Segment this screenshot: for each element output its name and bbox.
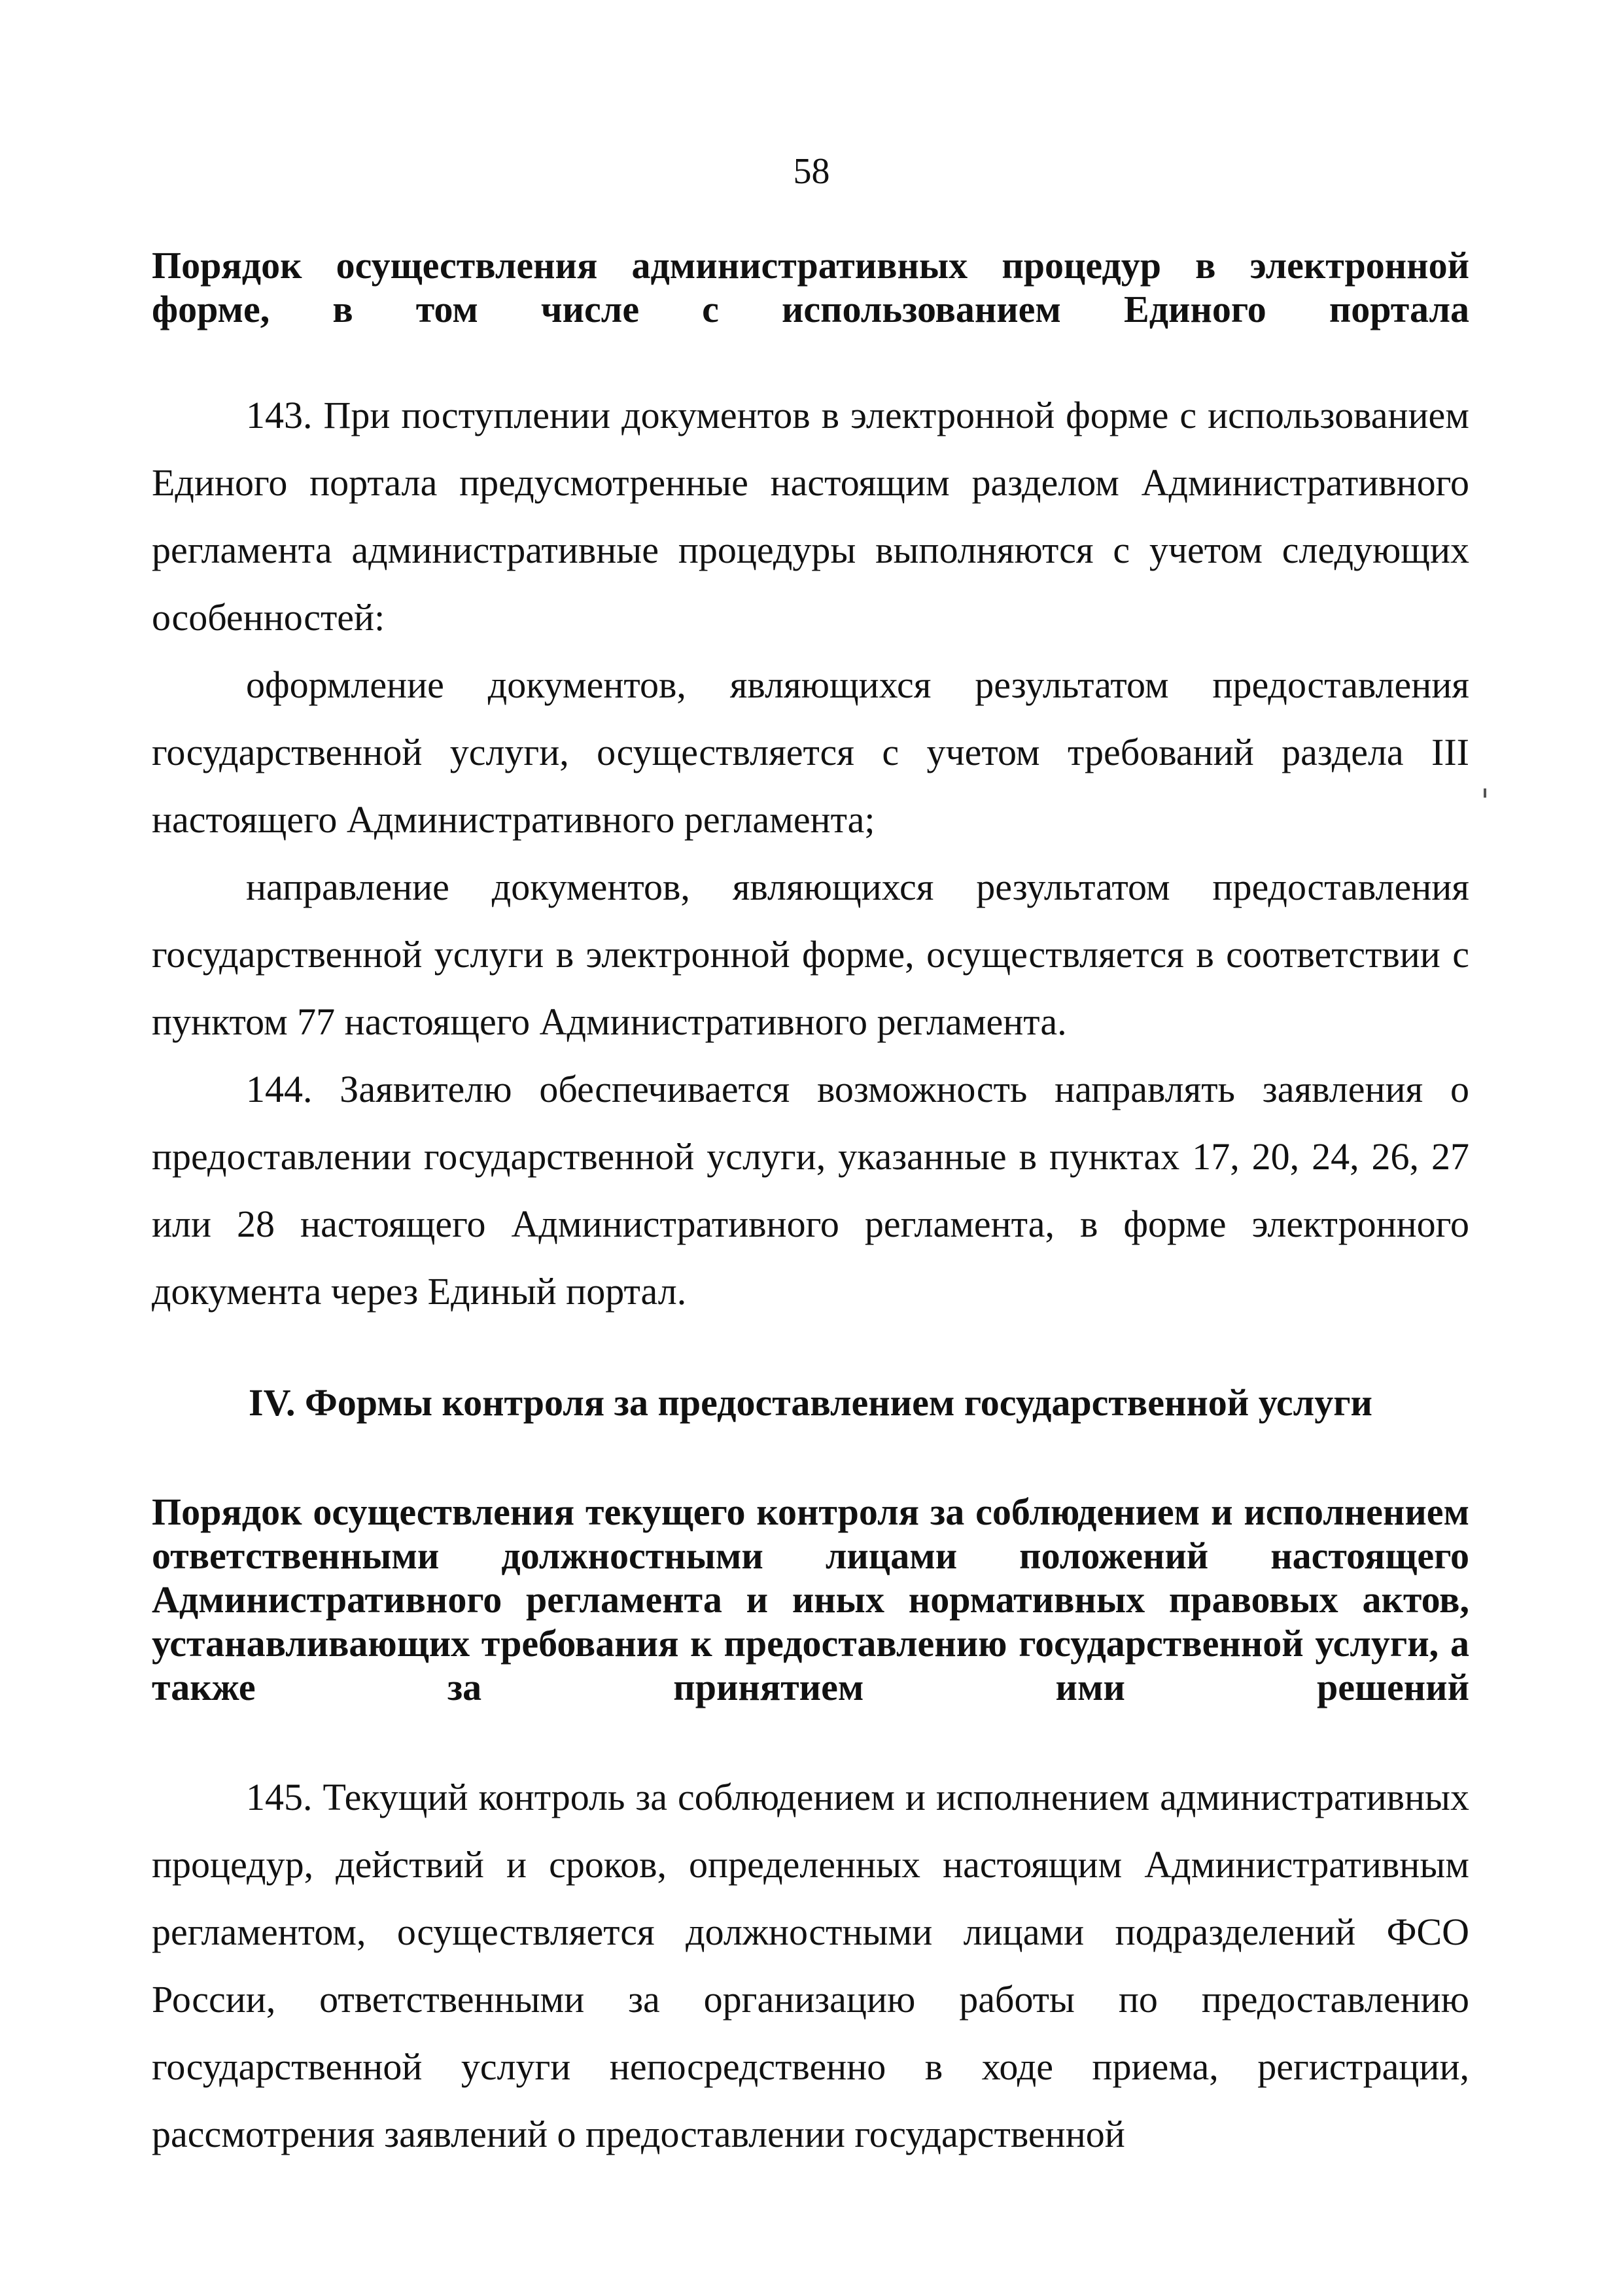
body-block-bottom [152,1763,1469,2168]
heading-current-control: Порядок осуществления текущего контроля за соблюдением и исполнением ответственными должностными лицами положений настоящего Административного регламента и иных нормативных правовых актов, устанавливающих требования к предоставлению государственной услуги, а также за принятием ими решений [152,1491,1469,1708]
body-block-top [152,381,1469,1325]
section-title-iv: IV. Формы контроля за предоставлением государственной услуги [249,1381,1372,1424]
scan-speck [1484,788,1486,798]
paragraph-145: 145. Текущий контроль за соблюдением и исполнением административных процедур, действий и сроков, определенных настоящим Административным регламентом, осуществляется должностными лицами подразделений ФСО России, ответственными за организацию работы по предоставлению государственной услуги непосредственно в ходе приема, регистрации, рассмотрения заявлений о предоставлении государственной [152,1776,1469,2155]
heading-electronic-procedures: Порядок осуществления административных процедур в электронной форме, в том числе с использованием Единого портала [152,244,1469,330]
page-number: 58 [793,151,830,192]
paragraph-144: 144. Заявителю обеспечивается возможность направлять заявления о предоставлении государственной услуги, указанные в пунктах 17, 20, 24, 26, 27 или 28 настоящего Административного регламента, в форме электронного документа через Единый портал. [152,1068,1469,1313]
paragraph-143: 143. При поступлении документов в электронной форме с использованием Единого портала предусмотренные настоящим разделом Административного регламента административные процедуры выполняются с учетом следующих особенностей: [152,394,1469,639]
paragraph-sending: направление документов, являющихся результатом предоставления государственной услуги в электронной форме, осуществляется в соответствии с пунктом 77 настоящего Административного регламента. [152,866,1469,1043]
paragraph-formatting: оформление документов, являющихся результатом предоставления государственной услуги, осуществляется с учетом требований раздела III настоящего Административного регламента; [152,663,1469,841]
